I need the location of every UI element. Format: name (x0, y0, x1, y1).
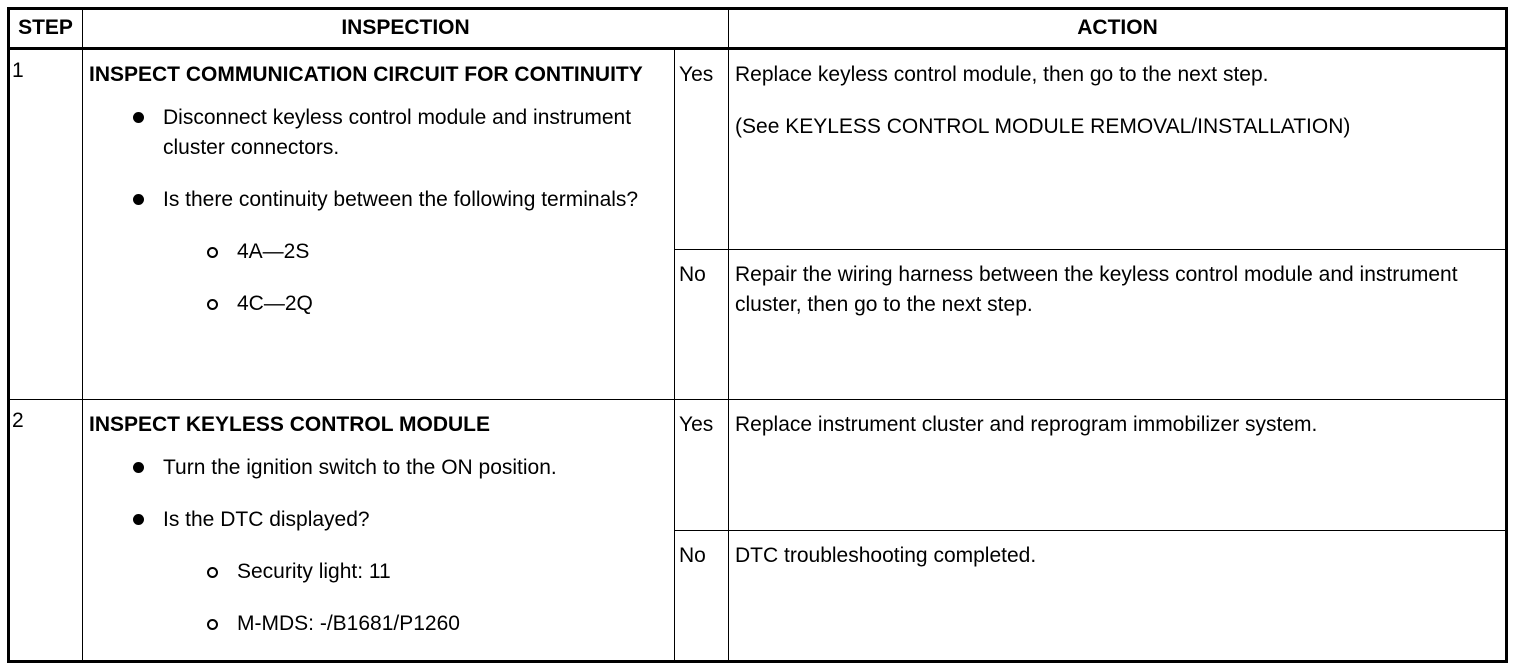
step-2-no-action (729, 531, 1507, 662)
step-2-bullet-2: Is the DTC displayed? (163, 505, 666, 535)
header-action: ACTION (729, 9, 1507, 49)
step-1-inspection (83, 49, 675, 400)
step-1-sub-2: 4C—2Q (237, 289, 666, 319)
step-1-no-label: No (675, 250, 729, 400)
header-step: STEP (9, 9, 83, 49)
step-1-yes-action-1: Replace keyless control module, then go to the next step. (735, 63, 1269, 86)
step-2-bullet-1: Turn the ignition switch to the ON position. (163, 453, 666, 483)
step-1-sub-1: 4A—2S (237, 237, 666, 267)
step-2-no-label: No (675, 531, 729, 662)
step-2-inspection (83, 400, 675, 662)
step-2-number: 2 (9, 400, 83, 662)
step-1-bullet-2: Is there continuity between the following terminals? (163, 185, 666, 215)
step-1-number: 1 (9, 49, 83, 400)
diagnostic-table (8, 8, 1507, 662)
step-1-bullet-1: Disconnect keyless control module and instrument cluster connectors. (163, 103, 666, 163)
header-inspection: INSPECTION (83, 9, 729, 49)
step-1-yes-action-2: (See KEYLESS CONTROL MODULE REMOVAL/INSTALLATION) (735, 115, 1351, 138)
step-1-yes-action (729, 49, 1507, 250)
header-row (9, 9, 1507, 49)
step-2-title: INSPECT KEYLESS CONTROL MODULE (89, 413, 490, 436)
step-1-no-action (729, 250, 1507, 400)
step-1-yes-label: Yes (675, 49, 729, 250)
step-2-yes-action-1: Replace instrument cluster and reprogram immobilizer system. (735, 413, 1318, 436)
step-2-sub-2: M-MDS: -/B1681/P1260 (237, 609, 666, 639)
step-2-sub-1: Security light: 11 (237, 557, 666, 587)
step-2-yes-label: Yes (675, 400, 729, 531)
step-2-yes-row (9, 400, 1507, 531)
step-1-title: INSPECT COMMUNICATION CIRCUIT FOR CONTINUITY (89, 63, 643, 86)
step-1-no-action-1: Repair the wiring harness between the keyless control module and instrument cluster, then go to the next step. (735, 263, 1458, 316)
step-2-yes-action (729, 400, 1507, 531)
step-2-no-action-1: DTC troubleshooting completed. (735, 544, 1037, 567)
step-1-yes-row (9, 49, 1507, 250)
